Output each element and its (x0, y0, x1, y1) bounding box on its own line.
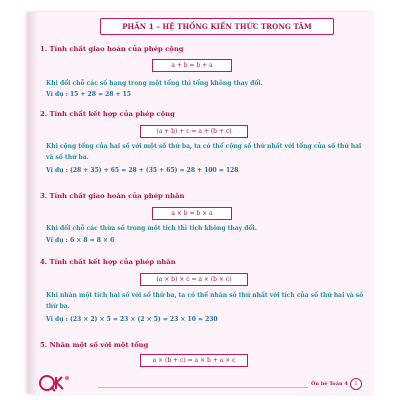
description-3: Khi đổi chỗ các thừa số trong một tích thì tích không thay đổi. (46, 225, 257, 232)
example-1: Ví dụ : 15 + 28 = 28 + 15 (46, 91, 131, 98)
page-binding-shadow (28, 12, 38, 394)
footer-divider (98, 387, 308, 388)
example-2: Ví dụ : (28 + 35) + 65 = 28 + (35 + 65) = 28 + 100 = 128 (46, 167, 239, 174)
document-page (28, 12, 374, 394)
section-title-1: 1. Tính chất giao hoán của phép cộng (40, 45, 184, 53)
publisher-logo-icon (38, 372, 72, 394)
formula-box-2: (a + b) + c = a + (b + c) (140, 125, 248, 138)
page-title: PHẦN 1 – HỆ THỐNG KIẾN THỨC TRỌNG TÂM (100, 18, 334, 35)
formula-box-1: a + b = b + a (152, 59, 232, 72)
example-4: Ví dụ : (23 × 2) × 5 = 23 × (2 × 5) = 23 × 10 = 230 (46, 316, 218, 323)
description-2: Khi cộng tổng của hai số với một số thứ ba, ta có thể cộng số thứ nhất với tổng của số thứ hai và số thứ ba. (46, 143, 362, 161)
section-title-5: 5. Nhân một số với một tổng (40, 341, 149, 349)
formula-box-4: (a × b) × c = a × (b × c) (140, 273, 248, 286)
description-4: Khi nhân một tích hai số với số thứ ba, ta có thể nhân số thứ nhất với tích của số thứ hai và số thứ ba. (46, 292, 364, 310)
description-1: Khi đổi chỗ các số hạng trong một tổng thì tổng không thay đổi. (46, 80, 263, 87)
section-title-4: 4. Tính chất kết hợp của phép nhân (40, 258, 176, 266)
example-3: Ví dụ : 6 × 8 = 8 × 6 (46, 237, 115, 244)
section-title-3: 3. Tính chất giao hoán của phép nhân (40, 192, 185, 200)
formula-box-3: a × b = b × a (152, 207, 232, 220)
page-number: 1 (350, 378, 362, 390)
formula-box-5: a × (b + c) = a × b + a × c (140, 354, 248, 367)
footer-book-title: Ôn hè Toán 4 (311, 381, 348, 387)
section-title-2: 2. Tính chất kết hợp của phép cộng (40, 110, 175, 118)
